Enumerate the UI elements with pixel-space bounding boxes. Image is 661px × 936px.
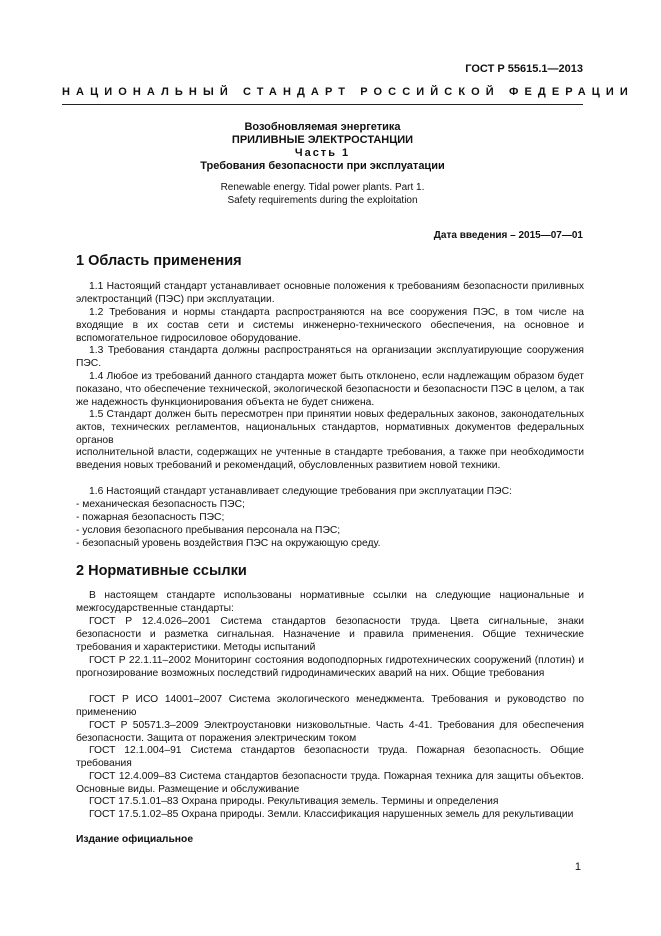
requirements-list <box>76 499 584 551</box>
gost-code: ГОСТ Р 55615.1—2013 <box>465 63 583 75</box>
paragraph-1-5: 1.5 Стандарт должен быть пересмотрен при принятии новых федеральных законов, законодательных актов, технических регламентов, национальных стандартов, нормативных документов федеральных органов <box>76 409 584 446</box>
official-edition-label: Издание официальное <box>76 834 194 845</box>
section-2-intro: В настоящем стандарте использованы нормативные ссылки на следующие национальные и межгосударственные стандарты: <box>76 590 584 614</box>
title-part: Часть 1 <box>294 147 351 159</box>
reference-item: ГОСТ Р 22.1.11–2002 Мониторинг состояния водоподпорных гидротехнических сооружений (плотин) и прогнозирование возможных последствий гидродинамических аварий на них. Общие требования <box>76 655 584 679</box>
section-1-heading: 1 Область применения <box>76 253 242 269</box>
page-number: 1 <box>574 861 581 873</box>
title-line-4: Требования безопасности при эксплуатации <box>200 160 445 172</box>
introduction-date: Дата введения – 2015—07—01 <box>433 230 583 241</box>
paragraph-1-6: 1.6 Настоящий стандарт устанавливает следующие требования при эксплуатации ПЭС: <box>89 486 512 497</box>
reference-item: ГОСТ 17.5.1.02–85 Охрана природы. Земли. Классификация нарушенных земель для рекультивации <box>89 809 574 820</box>
paragraph-1-1: 1.1 Настоящий стандарт устанавливает основные положения к требованиям безопасности приливных электростанций (ПЭС) при эксплуатации. <box>76 281 584 305</box>
english-title-line-2: Safety requirements during the exploitation <box>227 195 418 206</box>
list-item: - безопасный уровень воздействия ПЭС на окружающую среду. <box>76 537 381 549</box>
paragraph-1-3: 1.3 Требования стандарта должны распространяться на организации эксплуатирующие сооружения ПЭС. <box>76 345 584 369</box>
reference-item: ГОСТ Р 50571.3–2009 Электроустановки низковольтные. Часть 4-41. Требования для обеспечения безопасности. Защита от поражения электрическим током <box>76 720 584 744</box>
list-item: - условия безопасного пребывания персонала на ПЭС; <box>76 524 341 536</box>
title-line-2: ПРИЛИВНЫЕ ЭЛЕКТРОСТАНЦИИ <box>231 134 414 146</box>
list-item: - пожарная безопасность ПЭС; <box>76 511 225 523</box>
reference-item: ГОСТ 17.5.1.01–83 Охрана природы. Рекультивация земель. Термины и определения <box>89 796 499 807</box>
english-title <box>62 181 583 207</box>
title-line-1: Возобновляемая энергетика <box>244 121 401 133</box>
english-title-line-1: Renewable energy. Tidal power plants. Part 1. <box>220 182 425 193</box>
header-divider <box>62 104 583 105</box>
paragraph-1-2: 1.2 Требования и нормы стандарта распространяются на все сооружения ПЭС, в том числе на входящие в их состав сети и системы инженерно-технического обеспечения, на основное и вспомогательное гидросиловое оборудование. <box>76 307 584 344</box>
list-item: - механическая безопасность ПЭС; <box>76 499 245 510</box>
reference-item: ГОСТ Р ИСО 14001–2007 Система экологического менеджмента. Требования и руководство по применению <box>76 694 584 718</box>
section-2-heading: 2 Нормативные ссылки <box>76 563 247 579</box>
title-block <box>62 121 583 173</box>
reference-item: ГОСТ Р 12.4.026–2001 Система стандартов безопасности труда. Цвета сигнальные, знаки безопасности и разметка сигнальная. Назначение и правила применения. Общие технические требования и характеристики. Методы испытаний <box>76 616 584 653</box>
reference-item: ГОСТ 12.1.004–91 Система стандартов безопасности труда. Пожарная безопасность. Общие требования <box>76 745 584 769</box>
paragraph-1-4: 1.4 Любое из требований данного стандарта может быть отклонено, если надлежащим образом будет показано, что обеспечение технической, экологической безопасности и безопасности ПЭС в целом, а так же надежность функционирования объекта не будет снижена. <box>76 371 584 408</box>
paragraph-1-5-continued: исполнительной власти, содержащих не учтенные в стандарте требования, а также при необходимости введения новых требований и рекомендаций, обусловленных развитием новой техники. <box>76 447 584 471</box>
national-standard-banner: НАЦИОНАЛЬНЫЙ СТАНДАРТ РОССИЙСКОЙ ФЕДЕРАЦИИ <box>62 86 634 98</box>
reference-item: ГОСТ 12.4.009–83 Система стандартов безопасности труда. Пожарная техника для защиты объектов. Основные виды. Размещение и обслуживание <box>76 771 584 795</box>
